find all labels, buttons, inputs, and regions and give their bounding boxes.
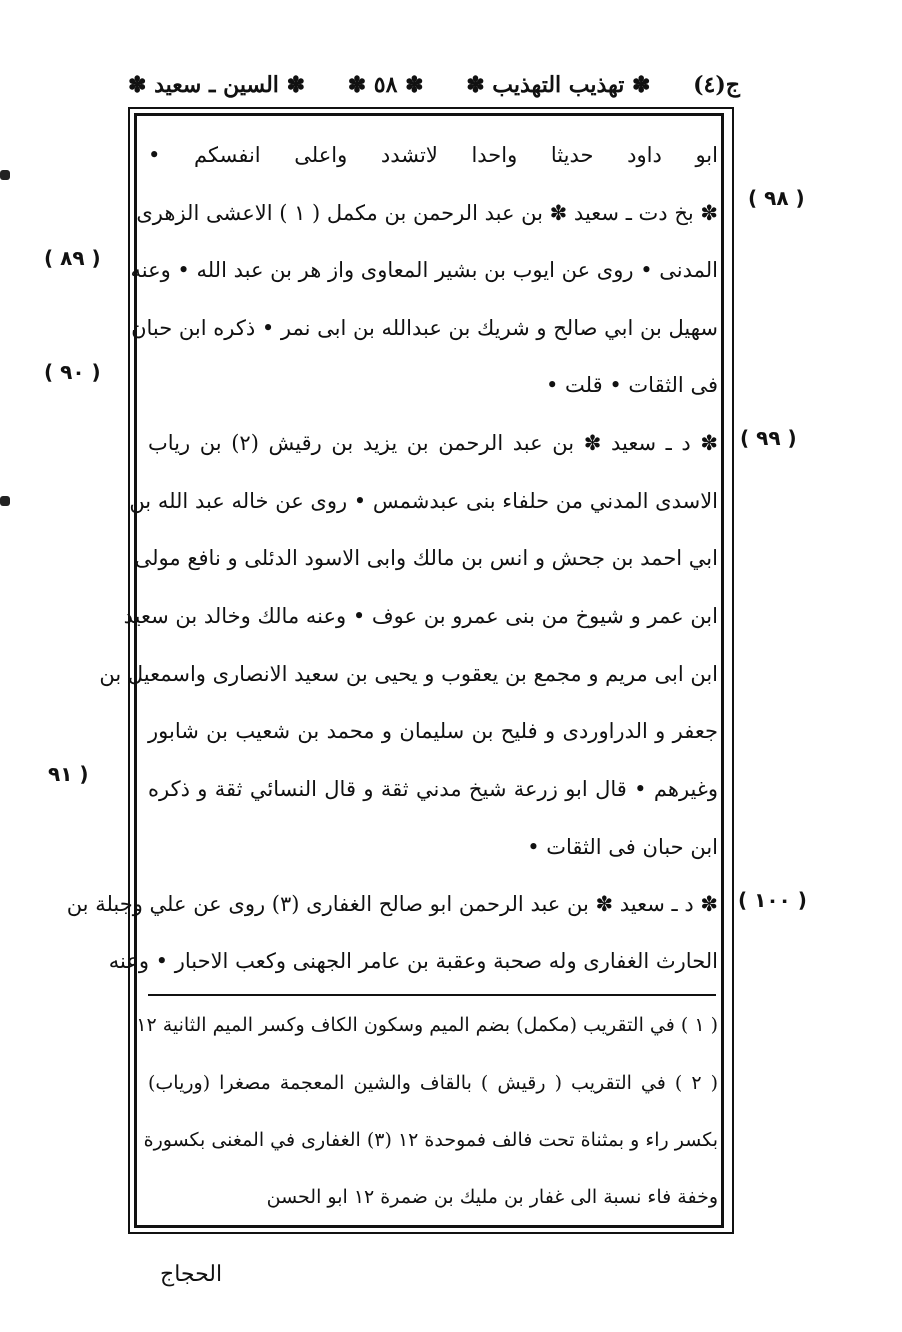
- body-line: ابن ابى مريم و مجمع بن يعقوب و يحيى بن سعيد الانصارى واسمعيل بن: [99, 662, 718, 686]
- footnote-line: وخفة فاء نسبة الى غفار بن مليك بن ضمرة ١٢ ابو الحسن: [266, 1186, 718, 1208]
- body-line: ✽ د ـ سعيد ✽ بن عبد الرحمن ابو صالح الغفارى (٣) روى عن علي وجبلة بن: [66, 892, 718, 916]
- footnote-line: ( ٢ ) في التقريب ( رقيش ) بالقاف والشين المعجمة مصغرا (ورياب): [148, 1072, 719, 1094]
- body-line: المدنى • روى عن ايوب بن بشير المعاوى واز هر بن عبد الله • وعنه: [130, 258, 718, 282]
- entry-number: ( ٩٨ ): [748, 186, 805, 210]
- body-line: ✽ بخ دت ـ سعيد ✽ بن عبد الرحمن بن مكمل ( ١ ) الاعشى الزهرى: [136, 201, 718, 225]
- body-line: سهيل بن ابي صالح و شريك بن عبدالله بن ابى نمر • ذكره ابن حبان: [131, 316, 718, 340]
- body-line: ابو داود حديثا واحدا لاتشدد واعلى انفسكم •: [148, 143, 718, 167]
- margin-number: ( ٨٩ ): [44, 246, 101, 270]
- volume-label: ج(٤): [693, 72, 740, 98]
- scan-mark: [0, 496, 10, 506]
- body-line: الحارث الغفارى وله صحبة وعقبة بن عامر الجهنى وكعب الاحبار • وعنه: [108, 949, 718, 973]
- scan-mark: [0, 170, 10, 180]
- body-line: ابن عمر و شيوخ من بنى عمرو بن عوف • وعنه مالك وخالد بن سعيد: [123, 604, 718, 628]
- footnote-line: بكسر راء و بمثناة تحت فالف فموحدة ١٢ (٣) الغفارى في المغنى بكسورة: [143, 1129, 718, 1151]
- body-line: ابي احمد بن جحش و انس بن مالك وابى الاسود الدئلى و نافع مولى: [134, 546, 718, 570]
- chapter-title: ✽ السين ـ سعيد ✽: [128, 72, 306, 98]
- footnote-line: ( ١ ) في التقريب (مكمل) بضم الميم وسكون الكاف وكسر الميم الثانية ١٢: [136, 1014, 718, 1036]
- body-line: ✽ د ـ سعيد ✽ بن عبد الرحمن بن يزيد بن رقيش (٢) بن رياب: [148, 431, 718, 455]
- body-line: جعفر و الدراوردى و فليح بن سليمان و محمد بن شعيب بن شابور: [148, 719, 718, 743]
- entry-number: ( ١٠٠ ): [738, 888, 807, 912]
- page-number: ✽ ٥٨ ✽: [347, 72, 424, 98]
- margin-number: ( ٩٠ ): [44, 360, 101, 384]
- body-line: ابن حبان فى الثقات •: [527, 835, 718, 859]
- catchword: الحجاج: [160, 1262, 223, 1287]
- footnote-rule: [148, 994, 716, 996]
- entry-number: ( ٩٩ ): [740, 426, 797, 450]
- book-title: ✽ تهذيب التهذيب ✽: [466, 72, 651, 98]
- body-line: فى الثقات • قلت •: [546, 373, 718, 397]
- body-line: الاسدى المدني من حلفاء بنى عبدشمس • روى عن خاله عبد الله بن: [129, 489, 718, 513]
- margin-number: ٩١ ): [48, 762, 89, 786]
- running-header: [128, 68, 740, 102]
- body-line: وغيرهم • قال ابو زرعة شيخ مدني ثقة و قال النسائي ثقة و ذكره: [148, 777, 718, 801]
